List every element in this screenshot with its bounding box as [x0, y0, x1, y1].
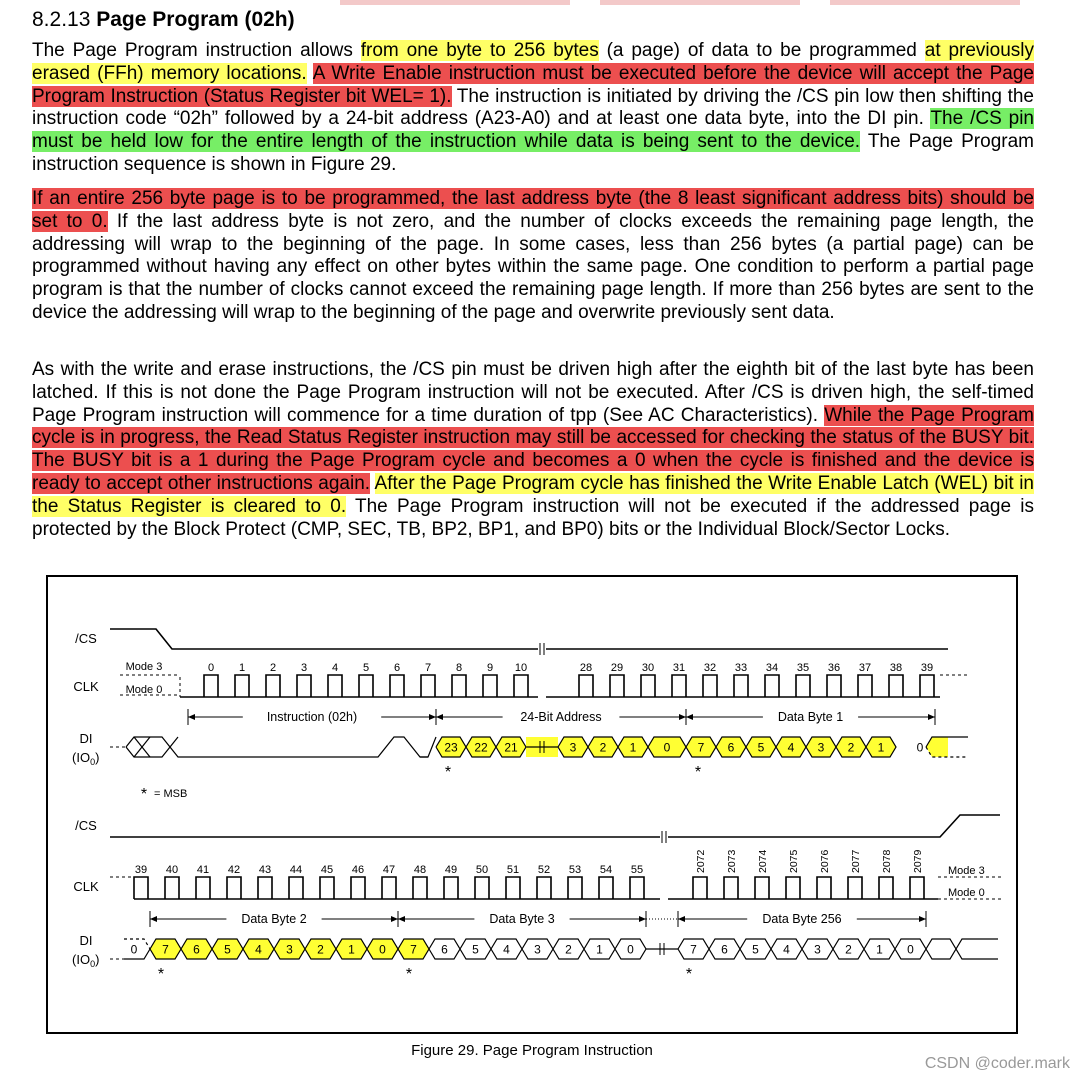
clk-pulse	[382, 877, 396, 899]
clk-number: 0	[207, 662, 215, 674]
span-label-data2: Data Byte 2	[241, 912, 307, 926]
arrow-head	[150, 916, 157, 922]
clk-number: 2074	[757, 849, 769, 873]
data-bit: 7	[697, 740, 705, 755]
clk-pulse	[827, 675, 841, 697]
data-bit: 5	[472, 942, 479, 957]
clk-pulse	[641, 675, 655, 697]
arrow-head	[919, 916, 926, 922]
clk-number: 55	[630, 864, 644, 876]
clk-label: CLK	[73, 879, 99, 894]
clk-pulse	[724, 877, 738, 899]
clk-pulse	[910, 877, 924, 899]
clk-number: 39	[920, 662, 934, 674]
cs-label: /CS	[75, 818, 97, 833]
clk-number: 9	[486, 662, 494, 674]
clk-pulse	[413, 877, 427, 899]
clk-pulse	[879, 877, 893, 899]
clk-pulse	[765, 675, 779, 697]
clk-pulse	[165, 877, 179, 899]
para1-segment: The Page Program instruction sequence is shown in Figure 29.	[32, 131, 1034, 175]
clk-number: 51	[506, 864, 520, 876]
di-signal	[126, 737, 178, 757]
timing-diagram	[46, 575, 1018, 1034]
arrow-head	[436, 714, 443, 720]
clk-pulse	[266, 675, 280, 697]
clk-number: 2076	[819, 849, 831, 873]
data-bit: 7	[162, 942, 169, 957]
clk-number: 52	[537, 864, 551, 876]
address-bit: 0	[663, 740, 671, 755]
clk-number: 2073	[726, 849, 738, 873]
clk-number: 31	[672, 662, 686, 674]
di-label: DI	[79, 933, 93, 948]
clk-pulse	[755, 877, 769, 899]
paragraph-2	[32, 188, 1034, 325]
data-bit: 4	[503, 942, 510, 957]
timing-diagram-svg	[48, 577, 1016, 1032]
clk-number: 44	[289, 864, 303, 876]
cs-signal	[110, 629, 538, 649]
clk-pulse	[235, 675, 249, 697]
clk-number: 50	[475, 864, 489, 876]
data-bit: 6	[721, 942, 728, 957]
di-signal	[926, 939, 998, 959]
data-bit: 1	[348, 942, 355, 957]
msb-star-legend: *	[140, 786, 148, 803]
clk-pulse	[693, 877, 707, 899]
clk-number: 41	[196, 864, 210, 876]
clk-pulse	[848, 877, 862, 899]
clk-number: 35	[796, 662, 810, 674]
clk-number: 33	[734, 662, 748, 674]
clk-pulse	[568, 877, 582, 899]
cs-label: /CS	[75, 631, 97, 646]
span-label-instruction: Instruction (02h)	[266, 710, 358, 724]
arrow-head	[639, 916, 646, 922]
clk-pulse	[483, 675, 497, 697]
data-bit: 0	[907, 942, 914, 957]
data-bit: 0	[916, 740, 924, 755]
clk-number: 30	[641, 662, 655, 674]
para1-segment: The Page Program instruction allows	[32, 40, 361, 61]
data-bit: 2	[847, 740, 855, 755]
clk-number: 45	[320, 864, 334, 876]
mode0-label: Mode 0	[948, 887, 985, 899]
clk-pulse	[889, 675, 903, 697]
address-bit: 22	[474, 740, 488, 755]
span-label-data1: Data Byte 1	[777, 710, 844, 724]
para1-segment: The instruction is initiated by driving the /CS pin low then shifting the instruction code “02h” followed by a 24-bit address (A23-A0) and at least one data byte, into the DI pin.	[32, 85, 1034, 130]
clk-pulse	[227, 877, 241, 899]
msb-star: *	[157, 966, 165, 983]
data-bit: 2	[845, 942, 852, 957]
data-bit: 0	[379, 942, 386, 957]
di-label: DI	[79, 731, 93, 746]
paragraph-1	[32, 40, 1034, 177]
di-signal	[420, 737, 436, 757]
data-bit: 3	[286, 942, 293, 957]
clk-number: 46	[351, 864, 365, 876]
clk-number: 29	[610, 662, 624, 674]
data-bit: 5	[757, 740, 765, 755]
clk-number: 5	[362, 662, 370, 674]
data-bit: 2	[317, 942, 324, 957]
address-bit: 3	[569, 740, 577, 755]
clk-pulse	[258, 877, 272, 899]
data-bit: 3	[534, 942, 541, 957]
arrow-head	[429, 714, 436, 720]
clk-number: 7	[424, 662, 432, 674]
clk-pulse	[610, 675, 624, 697]
clk-pulse	[786, 877, 800, 899]
io-label: $(IO_0)$	[72, 952, 100, 969]
clk-number: 8	[455, 662, 463, 674]
clk-number: 43	[258, 864, 272, 876]
clk-number: 2077	[850, 849, 862, 873]
clk-pulse	[537, 877, 551, 899]
section-heading	[32, 7, 295, 33]
msb-star: *	[694, 764, 702, 781]
io-label: $(IO_0)$	[72, 750, 100, 767]
data-bit: 1	[877, 740, 885, 755]
clk-number: 6	[393, 662, 401, 674]
para1-segment: The /CS pin must be held low for the entire length of the instruction while data is being sent to the device.	[32, 108, 1034, 153]
clk-pulse	[204, 675, 218, 697]
clk-pulse	[196, 877, 210, 899]
data-bit: 5	[752, 942, 759, 957]
span-label-address: 24-Bit Address	[520, 710, 602, 724]
clk-pulse	[599, 877, 613, 899]
bit-highlight	[926, 737, 948, 757]
clk-pulse	[328, 675, 342, 697]
clk-number: 49	[444, 864, 458, 876]
arrow-head	[391, 916, 398, 922]
arrow-head	[679, 714, 686, 720]
clk-pulse	[297, 675, 311, 697]
para3-segment: The Page Program instruction will not be executed if the addressed page is protected by the Block Protect (CMP, SEC, TB, BP2, BP1, and BP0) bits or the Individual Block/Sector Locks.	[32, 495, 1034, 540]
clk-pulse	[703, 675, 717, 697]
clk-pulse	[630, 877, 644, 899]
clk-number: 3	[300, 662, 308, 674]
clk-number: 1	[238, 662, 246, 674]
address-bit: 1	[629, 740, 637, 755]
clk-pulse	[421, 675, 435, 697]
watermark: CSDN @coder.mark	[924, 1055, 1070, 1072]
clk-label: CLK	[73, 679, 99, 694]
msb-note: = MSB	[154, 788, 188, 800]
para1-segment: A Write Enable instruction must be executed before the device will accept the Page Program Instruction (Status Register bit WEL= 1).	[32, 62, 1034, 107]
clk-number: 48	[413, 864, 427, 876]
span-label-data3: Data Byte 3	[489, 912, 555, 926]
para3-segment	[370, 473, 374, 494]
clk-pulse	[858, 675, 872, 697]
clk-pulse	[390, 675, 404, 697]
para2-segment: If the last address byte is not zero, and the number of clocks exceeds the remaining page length, the addressing will wrap to the beginning of the page. In some cases, less than 256 bytes (a partial page) can be programmed without having any effect on other bytes within the same page. One condition to perform a partial page program is that the number of clocks cannot exceed the remaining page length. If more than 256 bytes are sent to the device the addressing will wrap to the beginning of the page and overwrite previously sent data.	[32, 210, 1034, 323]
cs-signal	[668, 815, 1000, 837]
clk-number: 54	[599, 864, 613, 876]
clk-number: 28	[579, 662, 593, 674]
data-bit: 6	[441, 942, 448, 957]
data-bit: 0	[130, 942, 138, 957]
data-bit: 0	[627, 942, 634, 957]
address-bit: 23	[444, 740, 458, 755]
clk-pulse	[920, 675, 934, 697]
di-signal	[926, 939, 998, 959]
address-bit: 2	[599, 740, 607, 755]
address-bit: 21	[504, 740, 518, 755]
para3-segment: After the Page Program cycle has finished the Write Enable Latch (WEL) bit in the Status Register is cleared to 0.	[32, 472, 1035, 517]
data-bit: 2	[565, 942, 572, 957]
data-bit: 5	[224, 942, 231, 957]
clk-pulse	[506, 877, 520, 899]
clk-number: 37	[858, 662, 872, 674]
clk-number: 2	[269, 662, 277, 674]
para1-segment: at previously erased (FFh) memory locations.	[32, 40, 1035, 84]
arrow-head	[686, 714, 693, 720]
data-bit: 1	[876, 942, 883, 957]
clk-pulse	[289, 877, 303, 899]
clk-pulse	[351, 877, 365, 899]
para1-segment	[307, 63, 313, 84]
clk-pulse	[817, 877, 831, 899]
figure-caption: Figure 29. Page Program Instruction	[411, 1042, 653, 1059]
data-bit: 7	[690, 942, 697, 957]
data-bit: 3	[817, 740, 825, 755]
clk-number: 40	[165, 864, 179, 876]
paragraph-3	[32, 359, 1034, 541]
clk-number: 10	[514, 662, 528, 674]
clk-number: 47	[382, 864, 396, 876]
para1-segment: from one byte to 256 bytes	[360, 40, 599, 61]
arrow-head	[398, 916, 405, 922]
clk-number: 42	[227, 864, 241, 876]
clk-pulse	[444, 877, 458, 899]
clk-pulse	[734, 675, 748, 697]
mode3-label: Mode 3	[948, 865, 985, 877]
para1-segment: (a page) of data to be programmed	[598, 40, 925, 61]
msb-star: *	[685, 966, 693, 983]
clk-pulse	[796, 675, 810, 697]
clk-pulse	[579, 675, 593, 697]
msb-star: *	[405, 966, 413, 983]
clk-number: 36	[827, 662, 841, 674]
arrow-head	[678, 916, 685, 922]
clk-number: 53	[568, 864, 582, 876]
data-bit: 4	[255, 942, 262, 957]
msb-star: *	[444, 764, 452, 781]
clk-number: 2072	[695, 849, 707, 873]
mode3-label: Mode 3	[125, 661, 163, 673]
para2-segment: If an entire 256 byte page is to be programmed, the last address byte (the 8 least significant address bits) should be set to 0.	[32, 188, 1034, 232]
clk-number: 4	[331, 662, 339, 674]
clk-number: 34	[765, 662, 779, 674]
clk-number: 39	[134, 864, 148, 876]
clk-pulse	[475, 877, 489, 899]
clk-number: 2078	[881, 849, 893, 873]
clk-number: 2079	[912, 849, 924, 873]
data-bit: 7	[410, 942, 417, 957]
clk-pulse	[359, 675, 373, 697]
span-label-data256: Data Byte 256	[762, 912, 842, 926]
clk-number: 38	[889, 662, 903, 674]
clk-pulse	[452, 675, 466, 697]
data-bit: 1	[596, 942, 603, 957]
para3-segment: While the Page Program cycle is in progress, the Read Status Register instruction may still be accessed for checking the status of the BUSY bit. The BUSY bit is a 1 during the Page Program cycle and becomes a 0 when the cycle is finished and the device is ready to accept other instructions again.	[32, 404, 1034, 494]
mode0-label: Mode 0	[125, 684, 163, 696]
data-bit: 3	[814, 942, 821, 957]
clk-pulse	[514, 675, 528, 697]
di-signal	[126, 737, 428, 757]
clk-pulse	[134, 877, 148, 899]
arrow-head	[928, 714, 935, 720]
para3-segment: As with the write and erase instructions, the /CS pin must be driven high after the eighth bit of the last byte has been latched. If this is not done the Page Program instruction will not be executed. After /CS is driven high, the self-timed Page Program instruction will commence for a time duration of tpp (See AC Characteristics).	[32, 359, 1034, 426]
data-bit: 6	[727, 740, 735, 755]
section-number: 8.2.13	[32, 8, 91, 31]
data-bit: 4	[787, 740, 795, 755]
section-title: Page Program (02h)	[96, 8, 295, 31]
arrow-head	[188, 714, 195, 720]
clk-pulse	[672, 675, 686, 697]
data-bit: 6	[193, 942, 200, 957]
clk-number: 32	[703, 662, 717, 674]
data-bit: 4	[783, 942, 790, 957]
clk-number: 2075	[788, 849, 800, 873]
header-decoration	[0, 0, 1084, 6]
clk-pulse	[320, 877, 334, 899]
